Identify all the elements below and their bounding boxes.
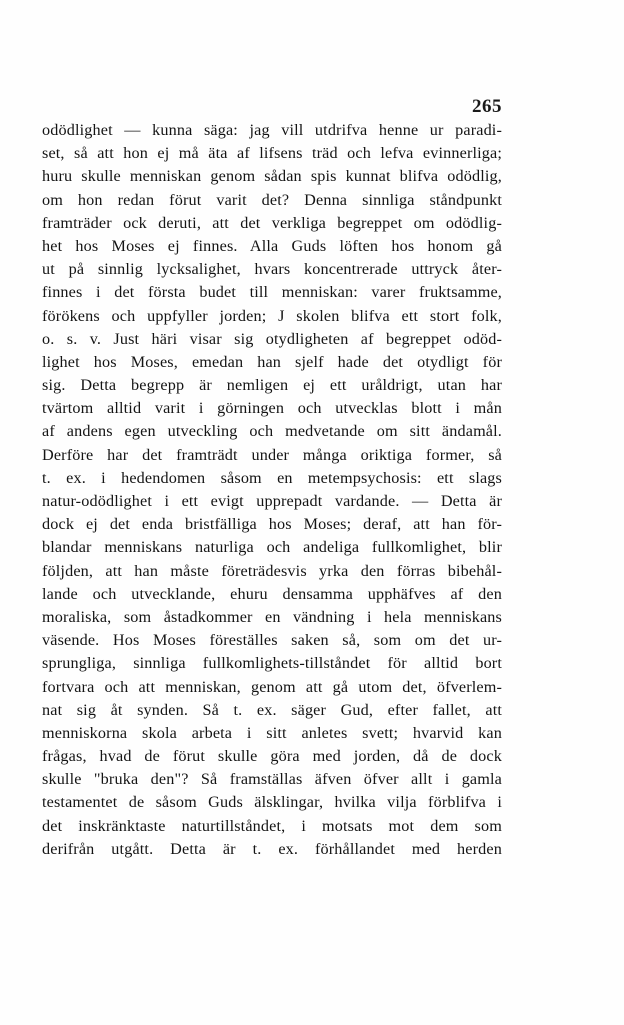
text-line: derifrån utgått. Detta är t. ex. förhållandet med herden [42, 839, 502, 858]
text-line: t. ex. i hedendomen såsom en metempsychosis: ett slags [42, 468, 502, 487]
text-line: blandar menniskans naturliga och andeliga fullkomlighet, blir [42, 538, 502, 557]
text-line: om hon redan förut varit det? Denna sinnliga ståndpunkt [42, 190, 502, 209]
text-line: nat sig åt synden. Så t. ex. säger Gud, efter fallet, att [42, 700, 502, 719]
text-line: lighet hos Moses, emedan han sjelf hade det otydligt för [42, 352, 502, 371]
text-line: skulle "bruka den"? Så framställas äfven öfver allt i gamla [42, 770, 502, 789]
text-line: sig. Detta begrepp är nemligen ej ett uråldrigt, utan har [42, 376, 502, 395]
text-line: Derföre har det framträdt under många oriktiga former, så [42, 445, 502, 464]
text-line: framträder ock deruti, att det verkliga begreppet om odödlig- [42, 213, 502, 232]
text-line: moraliska, som åstadkommer en vändning i hela menniskans [42, 607, 502, 626]
text-line: fortvara och att menniskan, genom att gå utom det, öfverlem- [42, 677, 502, 696]
text-line: af andens egen utveckling och medvetande om sitt ändamål. [42, 422, 502, 441]
text-line: huru skulle menniskan genom sådan spis kunnat blifva odödlig, [42, 167, 502, 186]
text-line: följden, att han måste företrädesvis yrka den förras bibehål- [42, 561, 502, 580]
text-line: frågas, hvad de förut skulle göra med jorden, då de dock [42, 747, 502, 766]
page-number: 265 [472, 96, 502, 117]
text-line: det inskränktaste naturtillståndet, i motsats mot dem som [42, 816, 502, 835]
text-line: lande och utvecklande, ehuru densamma upphäfves af den [42, 584, 502, 603]
text-line: set, så att hon ej må äta af lifsens träd och lefva evinnerliga; [42, 144, 502, 163]
text-line: väsende. Hos Moses föreställes saken så, som om det ur- [42, 631, 502, 650]
text-line: tvärtom alltid varit i görningen och utvecklas blott i mån [42, 399, 502, 418]
text-line: het hos Moses ej finnes. Alla Guds löften hos honom gå [42, 236, 502, 255]
text-line: sprungliga, sinnliga fullkomlighets-tillståndet för alltid bort [42, 654, 502, 673]
text-line: finnes i det första budet till menniskan: varer fruktsamme, [42, 283, 502, 302]
text-line: förökens och uppfyller jorden; J skolen blifva ett stort folk, [42, 306, 502, 325]
text-line: ut på sinnlig lycksalighet, hvars koncentrerade uttryck åter- [42, 260, 502, 279]
body-text [42, 119, 502, 861]
text-line: dock ej det enda bristfälliga hos Moses; deraf, att han för- [42, 515, 502, 534]
text-line: testamentet de såsom Guds älsklingar, hvilka vilja förblifva i [42, 793, 502, 812]
text-line: natur-odödlighet i ett evigt upprepadt vardande. — Detta är [42, 492, 502, 510]
text-line: menniskorna skola arbeta i sitt anletes svett; hvarvid kan [42, 723, 502, 742]
text-line: o. s. v. Just häri visar sig otydligheten af begreppet odöd- [42, 329, 502, 348]
text-line: odödlighet — kunna säga: jag vill utdrifva henne ur paradi- [42, 121, 502, 139]
